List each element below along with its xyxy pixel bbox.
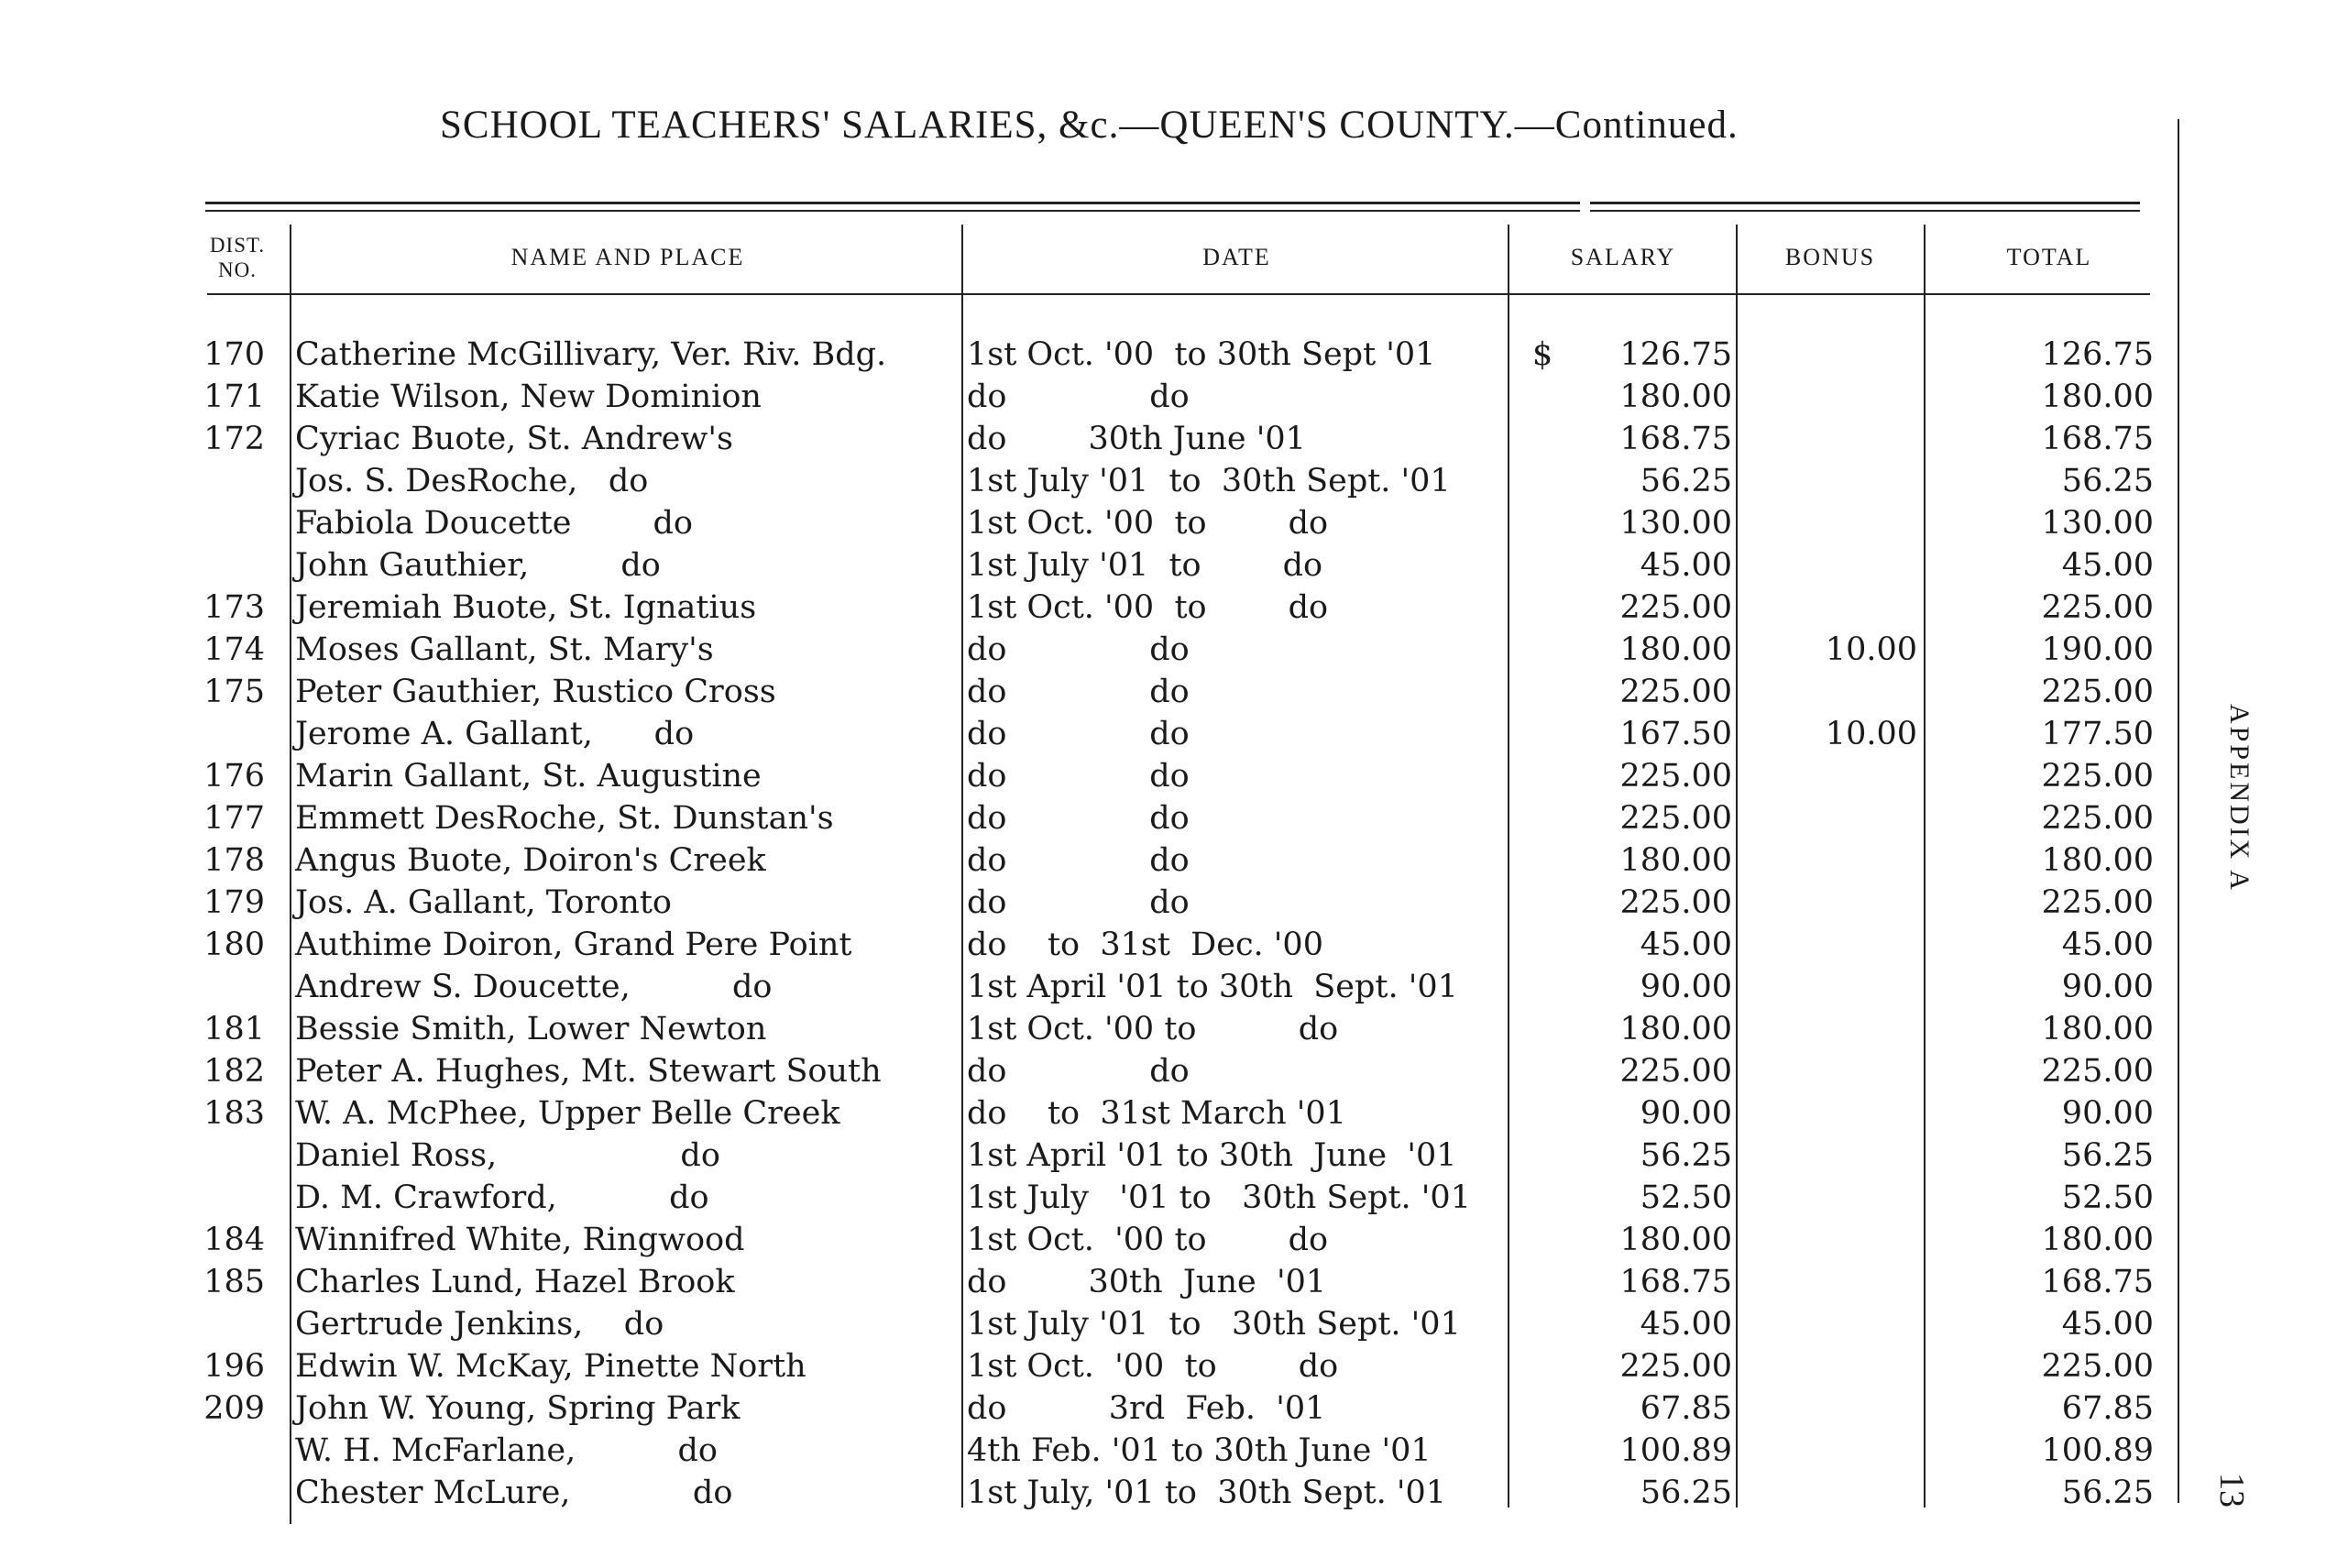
date-cell: do do <box>967 842 1190 879</box>
date-cell: do 30th June '01 <box>967 421 1306 457</box>
table-row <box>0 882 2348 924</box>
name-place-cell: Winnifred White, Ringwood <box>295 1222 745 1258</box>
currency-symbol: $ <box>1532 336 1553 373</box>
date-cell: do to 31st Dec. '00 <box>967 927 1323 963</box>
page-number: 13 <box>2212 1473 2251 1508</box>
salary-cell: 180.00 <box>1619 1011 1732 1047</box>
date-cell: do to 31st March '01 <box>967 1095 1346 1132</box>
name-place-cell: Gertrude Jenkins, do <box>295 1306 664 1343</box>
name-place-cell: Catherine McGillivary, Ver. Riv. Bdg. <box>295 336 887 373</box>
table-row <box>0 1472 2348 1514</box>
name-place-cell: Jeremiah Buote, St. Ignatius <box>295 589 757 626</box>
salary-cell: 130.00 <box>1619 505 1732 542</box>
date-cell: do do <box>967 758 1190 795</box>
name-place-cell: Peter Gauthier, Rustico Cross <box>295 674 776 710</box>
header-bottom-rule <box>207 293 2150 295</box>
total-cell: 45.00 <box>2061 547 2154 584</box>
table-row <box>0 755 2348 797</box>
total-cell: 100.89 <box>2041 1432 2154 1469</box>
salary-cell: 225.00 <box>1619 1053 1732 1090</box>
top-rule-left-1 <box>205 202 1580 204</box>
date-cell: 1st April '01 to 30th June '01 <box>967 1137 1457 1174</box>
dist-no-cell: 173 <box>203 589 265 626</box>
date-cell: 1st April '01 to 30th Sept. '01 <box>967 969 1458 1005</box>
total-cell: 180.00 <box>2041 1222 2154 1258</box>
dist-no-cell: 178 <box>203 842 265 879</box>
name-place-cell: Emmett DesRoche, St. Dunstan's <box>295 800 834 837</box>
bonus-cell: 10.00 <box>1825 716 1917 752</box>
name-place-cell: Chester McLure, do <box>295 1475 733 1511</box>
name-place-cell: Authime Doiron, Grand Pere Point <box>295 927 852 963</box>
appendix-label: APPENDIX A <box>2224 704 2255 893</box>
dist-no-cell: 180 <box>203 927 265 963</box>
table-row <box>0 1261 2348 1303</box>
table-row <box>0 376 2348 418</box>
name-place-cell: Jerome A. Gallant, do <box>295 716 695 752</box>
dist-no-cell: 196 <box>203 1348 265 1385</box>
dist-no-cell: 172 <box>203 421 265 457</box>
name-place-cell: Peter A. Hughes, Mt. Stewart South <box>295 1053 882 1090</box>
total-cell: 180.00 <box>2041 378 2154 415</box>
dist-no-cell: 170 <box>203 336 265 373</box>
table-row <box>0 1135 2348 1177</box>
dist-no-cell: 181 <box>203 1011 265 1047</box>
salary-cell: 67.85 <box>1640 1390 1732 1427</box>
dist-no-cell: 174 <box>203 631 265 668</box>
date-cell: do do <box>967 800 1190 837</box>
name-place-cell: Andrew S. Doucette, do <box>295 969 773 1005</box>
table-row <box>0 1050 2348 1092</box>
table-row <box>0 713 2348 755</box>
salary-cell: 56.25 <box>1640 1475 1732 1511</box>
salary-cell: 168.75 <box>1619 421 1732 457</box>
bonus-cell: 10.00 <box>1825 631 1917 668</box>
date-cell: 1st Oct. '00 to do <box>967 505 1329 542</box>
salary-cell: 56.25 <box>1640 463 1732 499</box>
total-cell: 180.00 <box>2041 842 2154 879</box>
salary-cell: 225.00 <box>1619 589 1732 626</box>
name-place-cell: Fabiola Doucette do <box>295 505 693 542</box>
date-cell: 1st July '01 to do <box>967 547 1323 584</box>
date-cell: do do <box>967 716 1190 752</box>
total-cell: 180.00 <box>2041 1011 2154 1047</box>
table-row <box>0 544 2348 587</box>
total-cell: 56.25 <box>2061 1475 2154 1511</box>
dist-no-cell: 175 <box>203 674 265 710</box>
date-cell: do 3rd Feb. '01 <box>967 1390 1326 1427</box>
salary-cell: 45.00 <box>1640 927 1732 963</box>
total-cell: 56.25 <box>2061 463 2154 499</box>
total-cell: 177.50 <box>2041 716 2154 752</box>
dist-no-cell: 171 <box>203 378 265 415</box>
table-row <box>0 1345 2348 1387</box>
salary-cell: 45.00 <box>1640 547 1732 584</box>
total-cell: 168.75 <box>2041 421 2154 457</box>
date-cell: do do <box>967 378 1190 415</box>
total-cell: 225.00 <box>2041 674 2154 710</box>
salary-cell: 126.75 <box>1619 336 1732 373</box>
top-rule-left-2 <box>205 210 1580 212</box>
salary-cell: 180.00 <box>1619 1222 1732 1258</box>
total-cell: 225.00 <box>2041 589 2154 626</box>
table-row <box>0 1387 2348 1430</box>
dist-no-cell: 184 <box>203 1222 265 1258</box>
dist-no-cell: 185 <box>203 1264 265 1300</box>
total-cell: 225.00 <box>2041 1348 2154 1385</box>
dist-no-cell: 177 <box>203 800 265 837</box>
salary-cell: 168.75 <box>1619 1264 1732 1300</box>
header-total: TOTAL <box>2006 244 2092 270</box>
date-cell: 4th Feb. '01 to 30th June '01 <box>967 1432 1432 1469</box>
salary-cell: 100.89 <box>1619 1432 1732 1469</box>
table-row <box>0 629 2348 671</box>
header-name-place: NAME AND PLACE <box>510 244 745 270</box>
total-cell: 190.00 <box>2041 631 2154 668</box>
salary-cell: 167.50 <box>1619 716 1732 752</box>
name-place-cell: Marin Gallant, St. Augustine <box>295 758 762 795</box>
dist-no-cell: 179 <box>203 884 265 921</box>
header-bonus: BONUS <box>1784 244 1876 270</box>
header-date: DATE <box>1202 244 1271 270</box>
date-cell: 1st Oct. '00 to 30th Sept '01 <box>967 336 1436 373</box>
page-title: SCHOOL TEACHERS' SALARIES, &c.—QUEEN'S COUNTY.—Continued. <box>440 104 1739 147</box>
salary-cell: 225.00 <box>1619 674 1732 710</box>
date-cell: do do <box>967 631 1190 668</box>
table-row <box>0 1303 2348 1345</box>
date-cell: do 30th June '01 <box>967 1264 1327 1300</box>
date-cell: 1st Oct. '00 to do <box>967 1348 1339 1385</box>
name-place-cell: Charles Lund, Hazel Brook <box>295 1264 735 1300</box>
name-place-cell: Edwin W. McKay, Pinette North <box>295 1348 806 1385</box>
name-place-cell: John W. Young, Spring Park <box>295 1390 741 1427</box>
date-cell: 1st Oct. '00 to do <box>967 1011 1339 1047</box>
date-cell: 1st July '01 to 30th Sept. '01 <box>967 1179 1471 1216</box>
total-cell: 90.00 <box>2061 969 2154 1005</box>
total-cell: 126.75 <box>2041 336 2154 373</box>
table-row <box>0 671 2348 713</box>
salary-cell: 90.00 <box>1640 1095 1732 1132</box>
total-cell: 225.00 <box>2041 1053 2154 1090</box>
total-cell: 67.85 <box>2061 1390 2154 1427</box>
date-cell: 1st Oct. '00 to do <box>967 589 1329 626</box>
name-place-cell: John Gauthier, do <box>295 547 661 584</box>
table-row <box>0 1177 2348 1219</box>
name-place-cell: Daniel Ross, do <box>295 1137 720 1174</box>
header-dist-no: DIST. NO. <box>209 234 266 281</box>
name-place-cell: W. H. McFarlane, do <box>295 1432 718 1469</box>
name-place-cell: Jos. S. DesRoche, do <box>295 463 649 499</box>
name-place-cell: Katie Wilson, New Dominion <box>295 378 762 415</box>
total-cell: 45.00 <box>2061 927 2154 963</box>
table-row <box>0 334 2348 376</box>
table-row <box>0 797 2348 839</box>
name-place-cell: Moses Gallant, St. Mary's <box>295 631 714 668</box>
salary-cell: 52.50 <box>1640 1179 1732 1216</box>
salary-cell: 225.00 <box>1619 1348 1732 1385</box>
table-row <box>0 1092 2348 1135</box>
name-place-cell: Jos. A. Gallant, Toronto <box>295 884 672 921</box>
name-place-cell: Angus Buote, Doiron's Creek <box>295 842 766 879</box>
total-cell: 168.75 <box>2041 1264 2154 1300</box>
top-rule-right-1 <box>1590 202 2140 204</box>
total-cell: 130.00 <box>2041 505 2154 542</box>
table-row <box>0 966 2348 1008</box>
dist-no-cell: 183 <box>203 1095 265 1132</box>
salary-cell: 225.00 <box>1619 884 1732 921</box>
date-cell: do do <box>967 674 1190 710</box>
table-row <box>0 502 2348 544</box>
top-rule-right-2 <box>1590 210 2140 212</box>
table-row <box>0 418 2348 460</box>
table-row <box>0 1430 2348 1472</box>
name-place-cell: W. A. McPhee, Upper Belle Creek <box>295 1095 840 1132</box>
date-cell: 1st July '01 to 30th Sept. '01 <box>967 1306 1461 1343</box>
dist-no-cell: 176 <box>203 758 265 795</box>
salary-cell: 45.00 <box>1640 1306 1732 1343</box>
salary-cell: 180.00 <box>1619 842 1732 879</box>
name-place-cell: Cyriac Buote, St. Andrew's <box>295 421 733 457</box>
name-place-cell: Bessie Smith, Lower Newton <box>295 1011 767 1047</box>
date-cell: 1st Oct. '00 to do <box>967 1222 1329 1258</box>
total-cell: 56.25 <box>2061 1137 2154 1174</box>
date-cell: 1st July, '01 to 30th Sept. '01 <box>967 1475 1447 1511</box>
total-cell: 90.00 <box>2061 1095 2154 1132</box>
table-row <box>0 1219 2348 1261</box>
salary-cell: 180.00 <box>1619 631 1732 668</box>
salary-cell: 56.25 <box>1640 1137 1732 1174</box>
total-cell: 225.00 <box>2041 884 2154 921</box>
date-cell: do do <box>967 884 1190 921</box>
salary-cell: 90.00 <box>1640 969 1732 1005</box>
dist-no-cell: 209 <box>203 1390 265 1427</box>
date-cell: 1st July '01 to 30th Sept. '01 <box>967 463 1451 499</box>
total-cell: 225.00 <box>2041 800 2154 837</box>
table-row <box>0 460 2348 502</box>
salary-cell: 225.00 <box>1619 758 1732 795</box>
header-salary: SALARY <box>1570 244 1676 270</box>
total-cell: 52.50 <box>2061 1179 2154 1216</box>
salary-cell: 180.00 <box>1619 378 1732 415</box>
dist-no-cell: 182 <box>203 1053 265 1090</box>
table-row <box>0 924 2348 966</box>
name-place-cell: D. M. Crawford, do <box>295 1179 709 1216</box>
date-cell: do do <box>967 1053 1190 1090</box>
total-cell: 45.00 <box>2061 1306 2154 1343</box>
total-cell: 225.00 <box>2041 758 2154 795</box>
table-row <box>0 839 2348 882</box>
salary-cell: 225.00 <box>1619 800 1732 837</box>
table-row <box>0 587 2348 629</box>
table-row <box>0 1008 2348 1050</box>
